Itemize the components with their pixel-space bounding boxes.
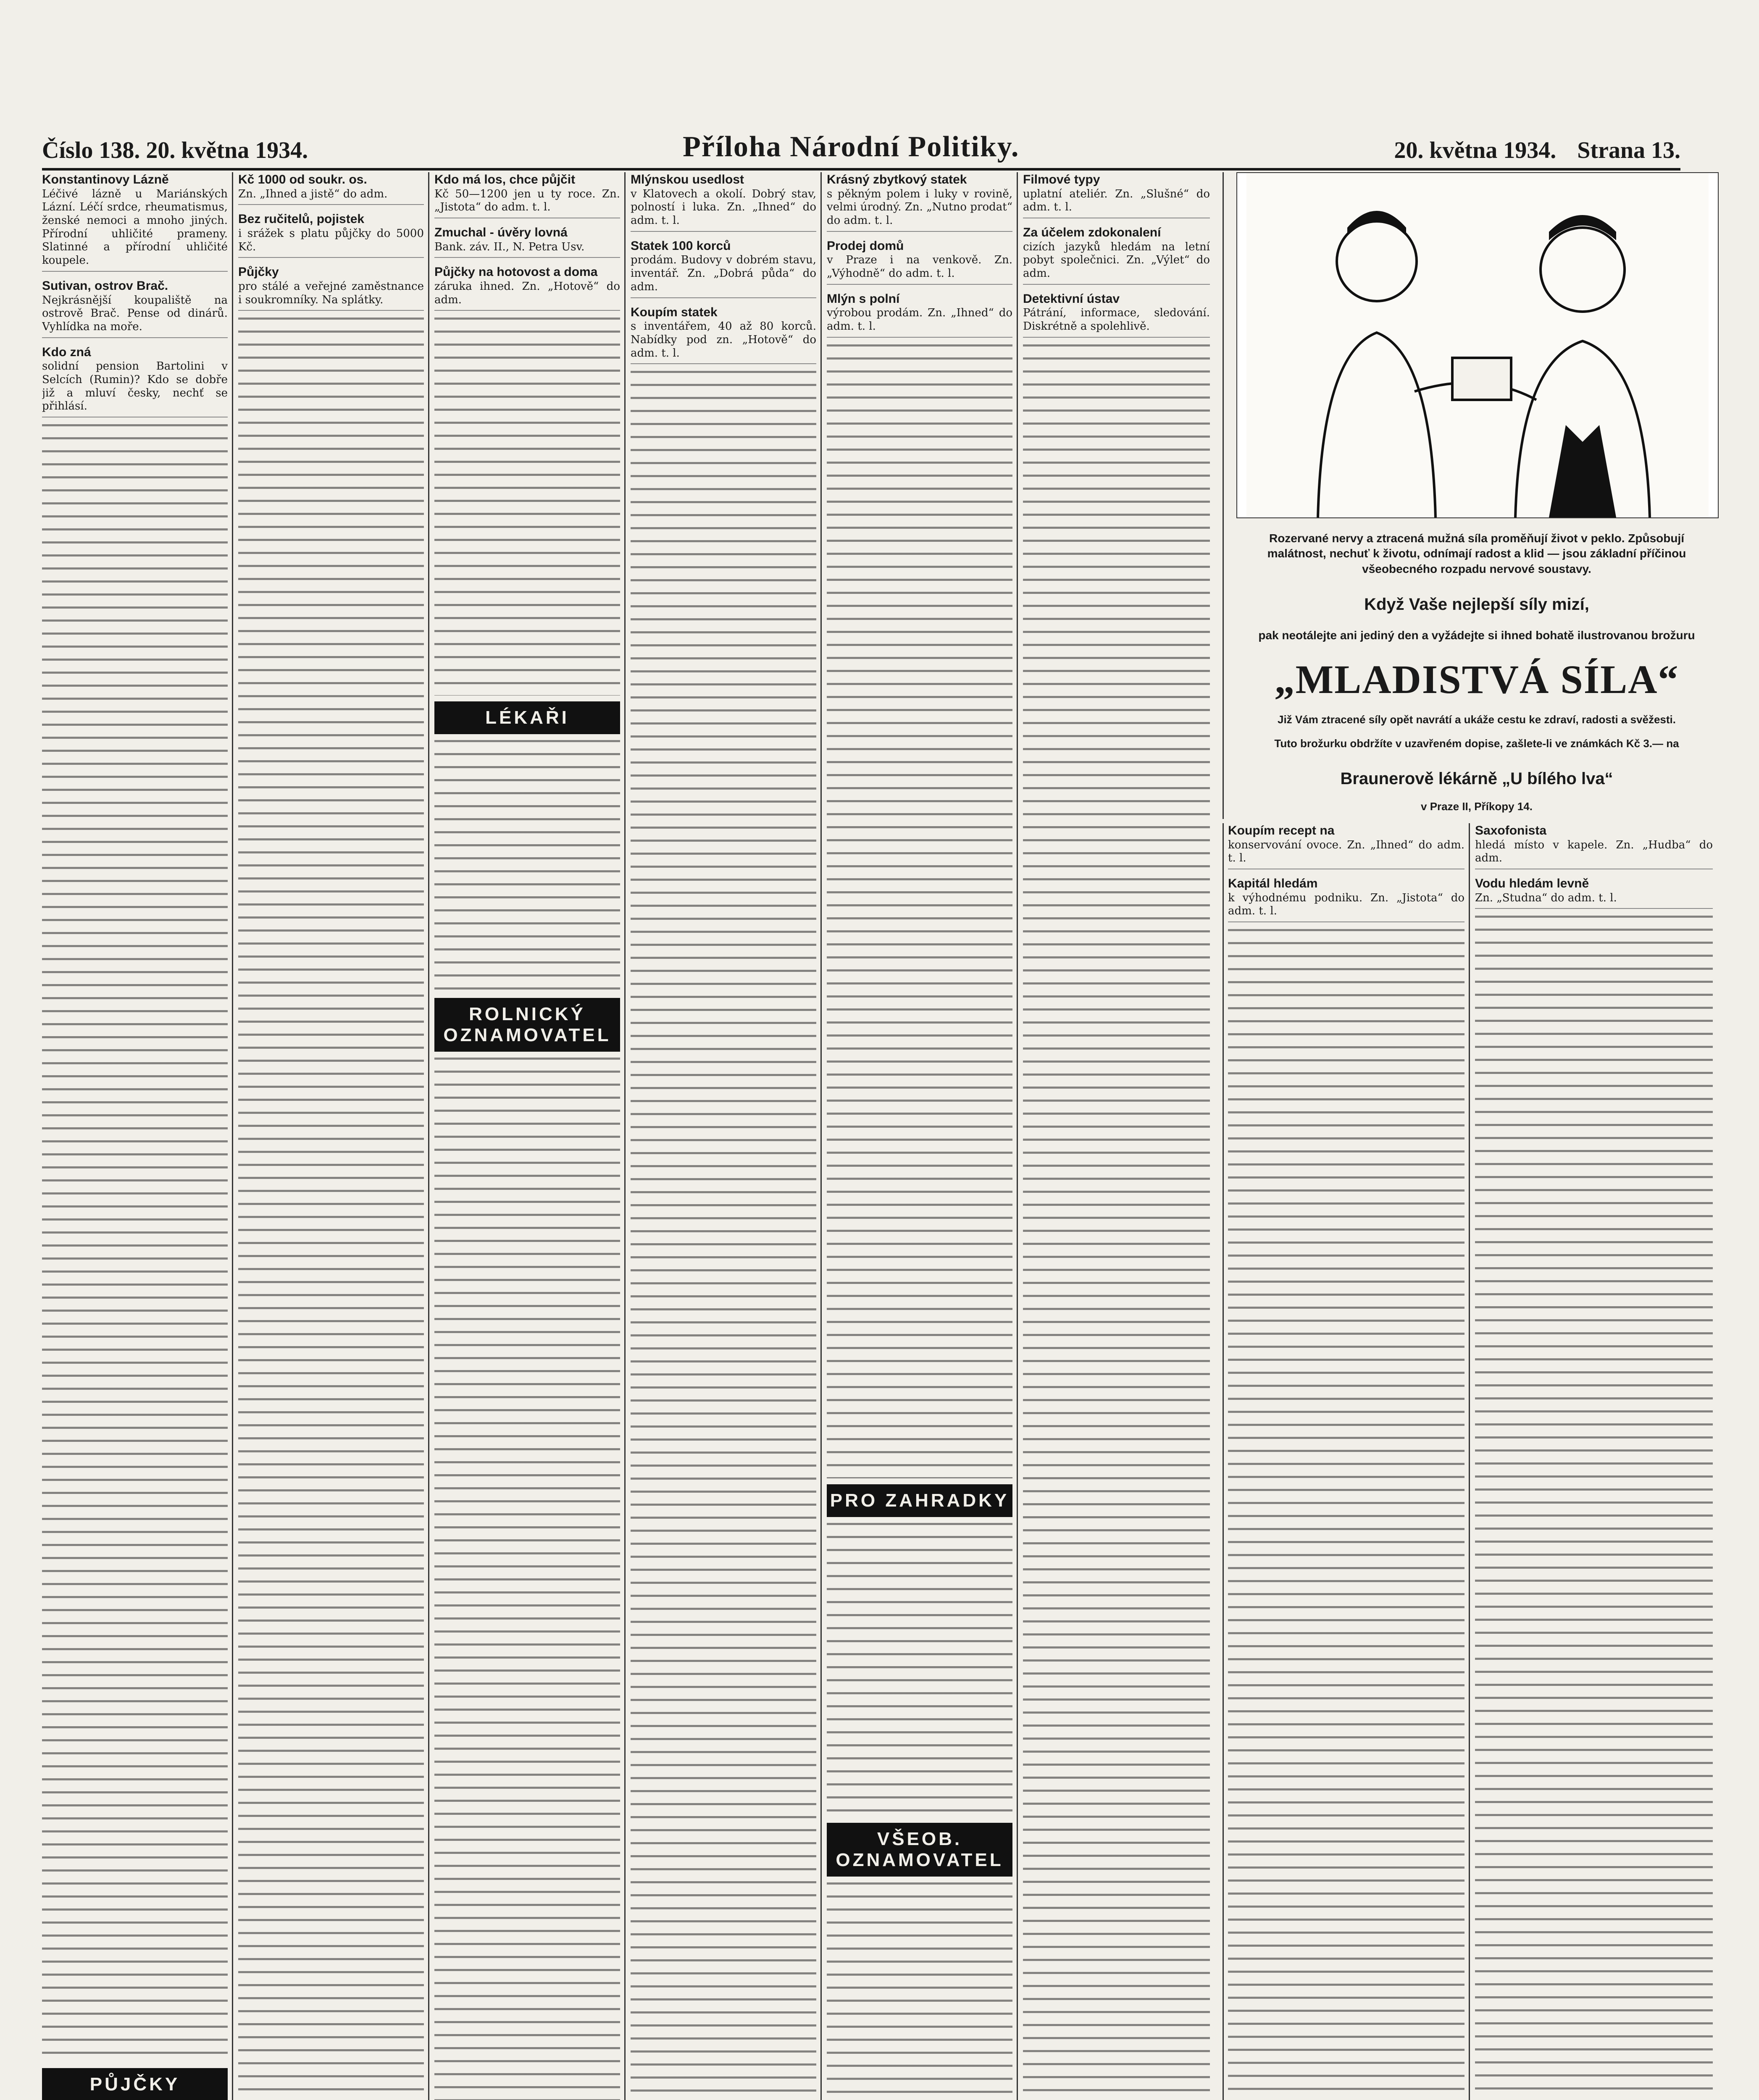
classified-columns bbox=[42, 172, 1214, 2100]
classified-ad bbox=[434, 265, 620, 311]
small-print-text bbox=[1228, 929, 1465, 2100]
ad-body: solidní pension Bartolini v Selcích (Rumin)? Kdo se dobře již a mluví česky, nechť se přihlásí. bbox=[42, 360, 228, 413]
ad-body: Kč 50—1200 jen u ty roce. Zn. „Jistota“ do adm. t. l. bbox=[434, 187, 620, 214]
classified-ad bbox=[1228, 876, 1465, 922]
issue-number: Číslo 138. bbox=[42, 137, 140, 163]
small-print-text bbox=[1475, 916, 1713, 2100]
ad-headline-big: „MLADISTVÁ SÍLA“ bbox=[1274, 656, 1679, 702]
ad-text-after: Již Vám ztracené síly opět navrátí a ukáže cestu ke zdraví, radosti a svěžesti. bbox=[1278, 713, 1676, 726]
small-print-text bbox=[827, 344, 1012, 1478]
small-print-text bbox=[827, 1523, 1012, 1817]
classified-ad bbox=[827, 172, 1012, 232]
classified-ad bbox=[827, 291, 1012, 338]
ad-body: výrobou prodám. Zn. „Ihned“ do adm. t. l. bbox=[827, 307, 1012, 333]
ad-body: Bank. záv. II., N. Petra Usv. bbox=[434, 240, 585, 253]
column-4 bbox=[631, 172, 822, 2100]
pharmacy-name: Braunerově lékárně „U bílého lva“ bbox=[1340, 769, 1613, 788]
column-2 bbox=[238, 172, 429, 2100]
small-print-text bbox=[1023, 344, 1210, 2100]
ad-body: Pátrání, informace, sledování. Diskrétně a spolehlivě. bbox=[1023, 307, 1210, 333]
classified-ad bbox=[238, 172, 424, 205]
ad-title: Půjčky bbox=[238, 265, 279, 279]
small-print-text bbox=[434, 318, 620, 696]
ad-title: Mlýnskou usedlost bbox=[631, 173, 744, 186]
section-heading-general: VŠEOB. OZNAMOVATEL bbox=[827, 1823, 1012, 1877]
ad-body: v Praze i na venkově. Zn. „Výhodně“ do adm. t. l. bbox=[827, 254, 1012, 280]
ad-title: Saxofonista bbox=[1475, 824, 1547, 837]
ad-title: Filmové typy bbox=[1023, 173, 1100, 186]
column-7 bbox=[1228, 823, 1470, 2100]
ad-body: uplatní ateliér. Zn. „Slušné“ do adm. t. l. bbox=[1023, 187, 1210, 214]
ad-body: s pěkným polem i luky v rovině, velmi úrodný. Zn. „Nutno prodat“ do adm. t. l. bbox=[827, 187, 1012, 227]
classified-ad bbox=[827, 239, 1012, 285]
ad-title: Konstantinovy Lázně bbox=[42, 173, 169, 186]
classified-ad bbox=[42, 172, 228, 272]
ad-body: Zn. „Ihned a jistě“ do adm. bbox=[238, 187, 388, 200]
men-illustration-icon bbox=[1237, 173, 1718, 517]
ad-title: Koupím recept na bbox=[1228, 824, 1335, 837]
column-3 bbox=[434, 172, 626, 2100]
ad-title: Koupím statek bbox=[631, 305, 718, 319]
classified-ad bbox=[238, 212, 424, 258]
ad-body: Zn. „Studna“ do adm. t. l. bbox=[1475, 891, 1617, 904]
classified-ad bbox=[1023, 291, 1210, 338]
header-date-right: 20. května 1934. bbox=[1394, 137, 1557, 163]
ad-title: Sutivan, ostrov Brač. bbox=[42, 278, 168, 293]
classified-ad bbox=[631, 239, 816, 298]
classified-ad bbox=[434, 172, 620, 218]
header-right bbox=[1394, 137, 1680, 164]
ad-body: i srážek s platu půjčky do 5000 Kč. bbox=[238, 227, 424, 253]
classified-ad bbox=[434, 225, 620, 258]
small-print-text bbox=[434, 1058, 620, 2100]
ad-title: Kapitál hledám bbox=[1228, 877, 1318, 891]
column-6 bbox=[1023, 172, 1214, 2100]
ad-body: v Klatovech a okolí. Dobrý stav, polností i luka. Zn. „Ihned“ do adm. t. l. bbox=[631, 187, 816, 227]
ad-text-order: Tuto brožurku obdržíte v uzavřeném dopise, zašlete-li ve známkách Kč 3.— na bbox=[1274, 737, 1679, 750]
ad-body: cizích jazyků hledám na letní pobyt společnici. Zn. „Výlet“ do adm. bbox=[1023, 240, 1210, 280]
ad-body: Nejkrásnější koupaliště na ostrově Brač. Pense od dinárů. Vyhlídka na moře. bbox=[42, 294, 228, 333]
ad-headline-small: Když Vaše nejlepší síly mizí, bbox=[1364, 595, 1589, 614]
ad-title: Za účelem zdokonalení bbox=[1023, 226, 1161, 240]
classified-ad bbox=[238, 265, 424, 311]
classified-ad bbox=[631, 305, 816, 365]
classified-ad bbox=[1475, 876, 1713, 909]
ad-body: konservování ovoce. Zn. „Ihned“ do adm. t. l. bbox=[1228, 838, 1465, 865]
classified-ad bbox=[1023, 225, 1210, 285]
ad-title: Vodu hledám levně bbox=[1475, 877, 1589, 891]
classified-ad bbox=[42, 345, 228, 417]
issue-date: 20. května 1934. bbox=[146, 137, 308, 163]
ad-title: Statek 100 korců bbox=[631, 239, 731, 253]
publication-title: Příloha Národní Politiky. bbox=[683, 131, 1020, 163]
column-5 bbox=[827, 172, 1018, 2100]
column-8 bbox=[1475, 823, 1717, 2100]
section-heading-loans: PŮJČKY bbox=[42, 2068, 228, 2100]
ad-title: Kč 1000 od soukr. os. bbox=[238, 173, 367, 186]
ad-body: k výhodnému podniku. Zn. „Jistota“ do adm. t. l. bbox=[1228, 891, 1465, 918]
page-number: Strana 13. bbox=[1577, 137, 1680, 163]
small-print-text bbox=[42, 424, 228, 2062]
right-classified-columns bbox=[1223, 823, 1717, 2100]
ad-body: prodám. Budovy v dobrém stavu, inventář. Zn. „Dobrá půda“ do adm. bbox=[631, 254, 816, 293]
ad-title: Půjčky na hotovost a doma bbox=[434, 265, 598, 279]
advertisement-illustration bbox=[1236, 172, 1719, 518]
classified-ad bbox=[1228, 823, 1465, 869]
ad-title: Mlýn s polní bbox=[827, 291, 900, 306]
newspaper-header bbox=[42, 126, 1680, 171]
pharmacy-address: v Praze II, Příkopy 14. bbox=[1421, 800, 1533, 813]
column-1 bbox=[42, 172, 233, 2100]
brochure-advertisement bbox=[1223, 172, 1717, 819]
ad-title: Detektivní ústav bbox=[1023, 291, 1120, 306]
section-heading-farm: ROLNICKÝ OZNAMOVATEL bbox=[434, 998, 620, 1052]
classified-ad bbox=[42, 278, 228, 338]
classified-ad bbox=[631, 172, 816, 232]
ad-body: záruka ihned. Zn. „Hotově“ do adm. bbox=[434, 280, 620, 306]
section-heading-garden: PRO ZAHRADKY bbox=[827, 1484, 1012, 1517]
classified-ad bbox=[1023, 172, 1210, 218]
ad-caption: Rozervané nervy a ztracená mužná síla proměňují život v peklo. Způsobují malátnost, nechuť k životu, odnímají radost a klid — jsou základní příčinou všeobecného rozpadu nervové soustavy. bbox=[1267, 532, 1686, 575]
ad-body: Léčivé lázně u Mariánských Lázní. Léčí srdce, rheumatismus, ženské nemoci a mnoho jiných. Přírodní uhličité prameny. Slatinné a přírodní uhličité koupele. bbox=[42, 187, 228, 267]
small-print-text bbox=[631, 371, 816, 2100]
ad-text-mid: pak neotálejte ani jediný den a vyžádejte si ihned bohatě ilustrovanou brožuru bbox=[1258, 629, 1695, 642]
classified-ad bbox=[1475, 823, 1713, 869]
small-print-text bbox=[827, 1882, 1012, 2100]
issue-and-date bbox=[42, 137, 308, 164]
small-print-text bbox=[238, 318, 424, 2100]
ad-title: Prodej domů bbox=[827, 239, 904, 253]
small-print-text bbox=[434, 740, 620, 992]
ad-body: hledá místo v kapele. Zn. „Hudba“ do adm. bbox=[1475, 838, 1713, 865]
section-heading-medical: LÉKAŘI bbox=[434, 701, 620, 734]
ad-title: Zmuchal - úvěry lovná bbox=[434, 226, 568, 240]
ad-title: Kdo má los, chce půjčit bbox=[434, 173, 576, 186]
ad-body: s inventářem, 40 až 80 korců. Nabídky pod zn. „Hotově“ do adm. t. l. bbox=[631, 320, 816, 360]
ad-title: Kdo zná bbox=[42, 345, 91, 359]
ad-title: Bez ručitelů, pojistek bbox=[238, 212, 365, 226]
ad-body: pro stálé a veřejné zaměstnance i soukromníky. Na splátky. bbox=[238, 280, 424, 306]
ad-title: Krásný zbytkový statek bbox=[827, 173, 967, 186]
